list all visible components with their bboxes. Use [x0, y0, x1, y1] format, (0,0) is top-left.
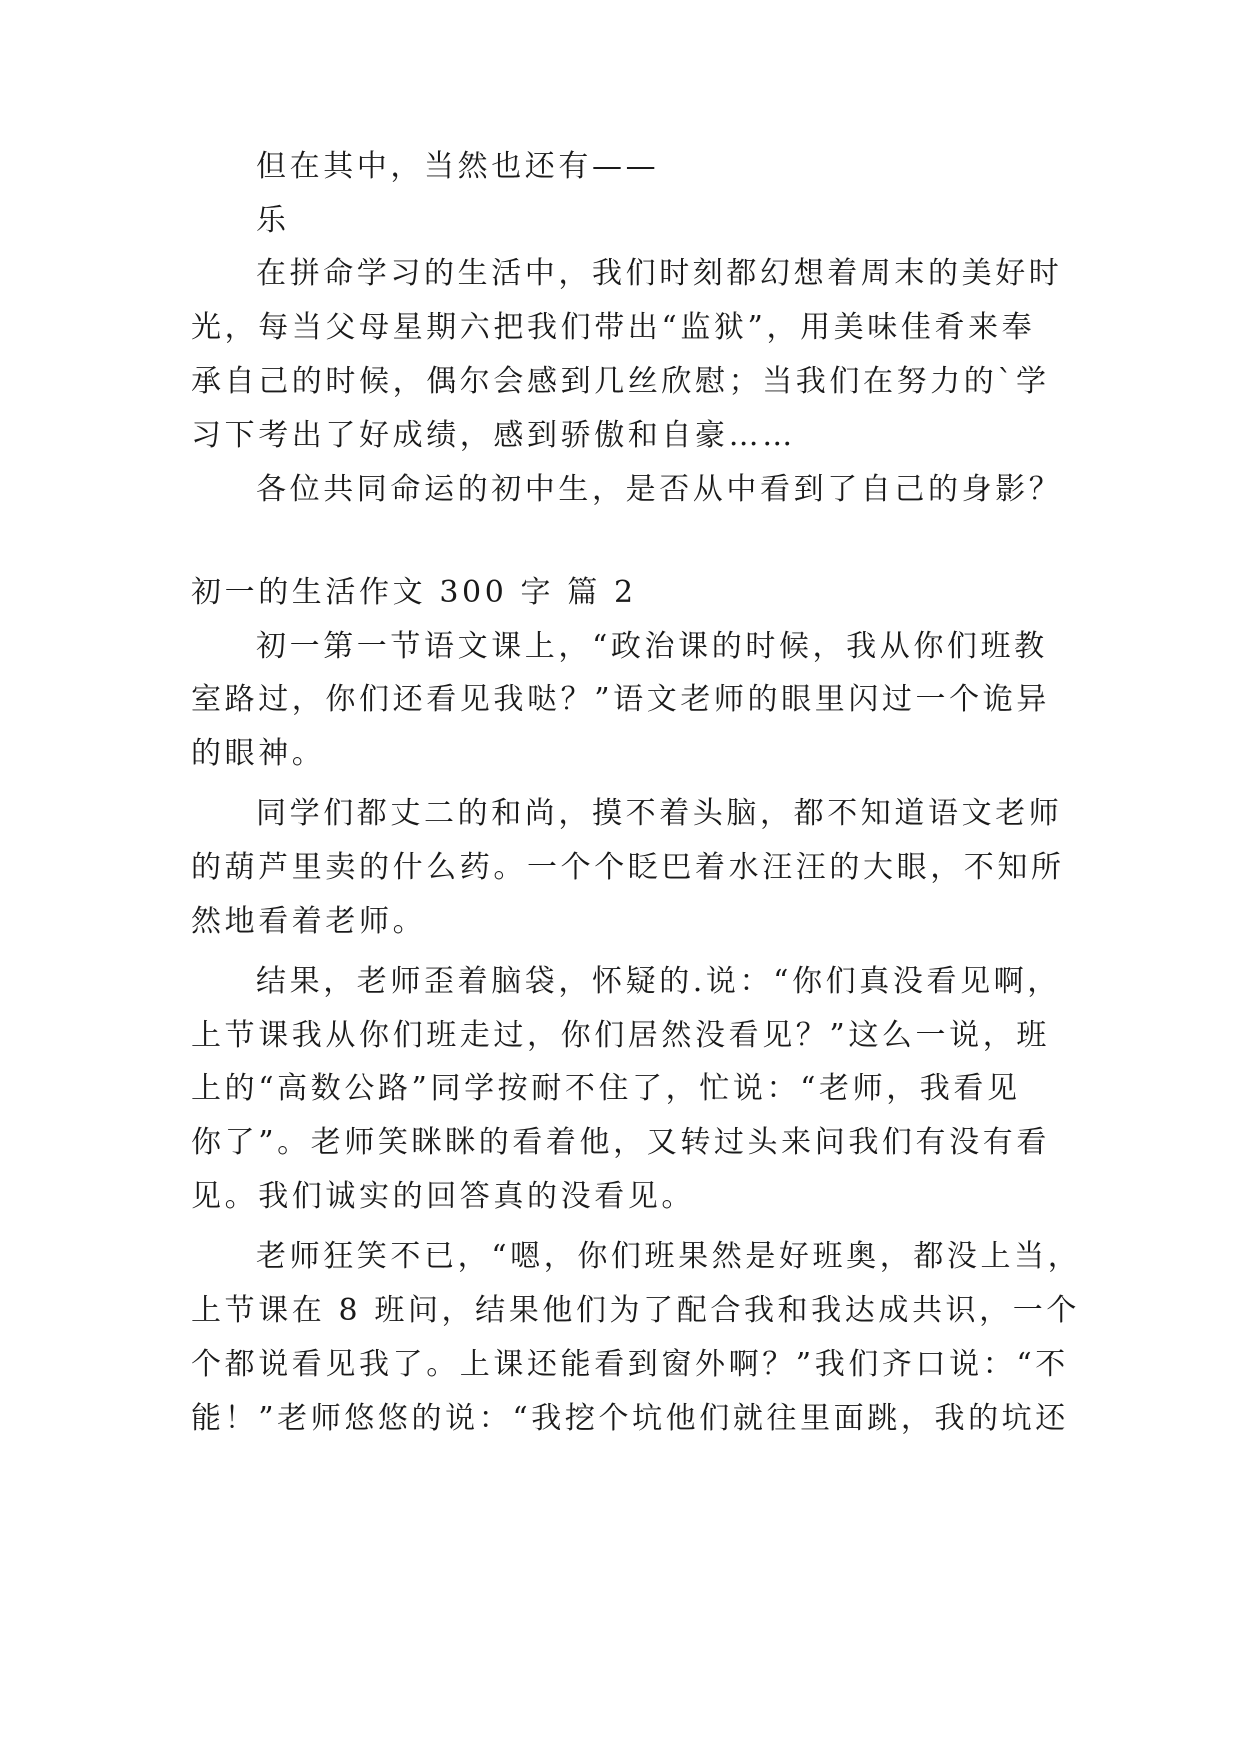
paragraph-line: 光，每当父母星期六把我们带出“监狱”，用美味佳肴来奉 [191, 310, 1036, 345]
paragraph-line: 的葫芦里卖的什么药。一个个眨巴着水汪汪的大眼，不知所 [191, 850, 1065, 885]
paragraph-line: 个都说看见我了。上课还能看到窗外啊？”我们齐口说：“不 [191, 1347, 1069, 1382]
paragraph-line: 能！”老师悠悠的说：“我挖个坑他们就往里面跳，我的坑还 [191, 1401, 1069, 1436]
paragraph-line: 初一第一节语文课上，“政治课的时候，我从你们班教 [256, 629, 1048, 664]
paragraph-line: 见。我们诚实的回答真的没看见。 [191, 1179, 695, 1214]
paragraph-line: 上节课我从你们班走过，你们居然没看见？”这么一说，班 [191, 1018, 1050, 1053]
paragraph-line: 的眼神。 [191, 736, 326, 771]
paragraph-line: 室路过，你们还看见我哒？”语文老师的眼里闪过一个诡异 [191, 682, 1050, 717]
paragraph-line: 然地看着老师。 [191, 904, 427, 939]
paragraph-line: 你了”。老师笑眯眯的看着他，又转过头来问我们有没有看 [191, 1125, 1050, 1160]
paragraph-line: 老师狂笑不已，“嗯，你们班果然是好班奥，都没上当， [256, 1239, 1082, 1274]
paragraph-line: 习下考出了好成绩，感到骄傲和自豪…… [191, 418, 796, 453]
paragraph-line: 承自己的时候，偶尔会感到几丝欣慰；当我们在努力的`学 [191, 364, 1050, 399]
text-line: 但在其中，当然也还有—— [256, 149, 660, 184]
paragraph-line: 同学们都丈二的和尚，摸不着头脑，都不知道语文老师 [256, 796, 1063, 831]
paragraph-line: 上的“高数公路”同学按耐不住了，忙说：“老师，我看见 [191, 1071, 1021, 1106]
paragraph-line: 各位共同命运的初中生，是否从中看到了自己的身影？ [256, 472, 1063, 507]
paragraph-line: 上节课在 8 班问，结果他们为了配合我和我达成共识，一个 [191, 1293, 1080, 1328]
text-line: 乐 [256, 203, 290, 238]
paragraph-line: 在拼命学习的生活中，我们时刻都幻想着周末的美好时 [256, 256, 1063, 291]
paragraph-line: 结果，老师歪着脑袋，怀疑的.说：“你们真没看见啊， [256, 964, 1061, 999]
section-heading: 初一的生活作文 300 字 篇 2 [191, 575, 637, 610]
